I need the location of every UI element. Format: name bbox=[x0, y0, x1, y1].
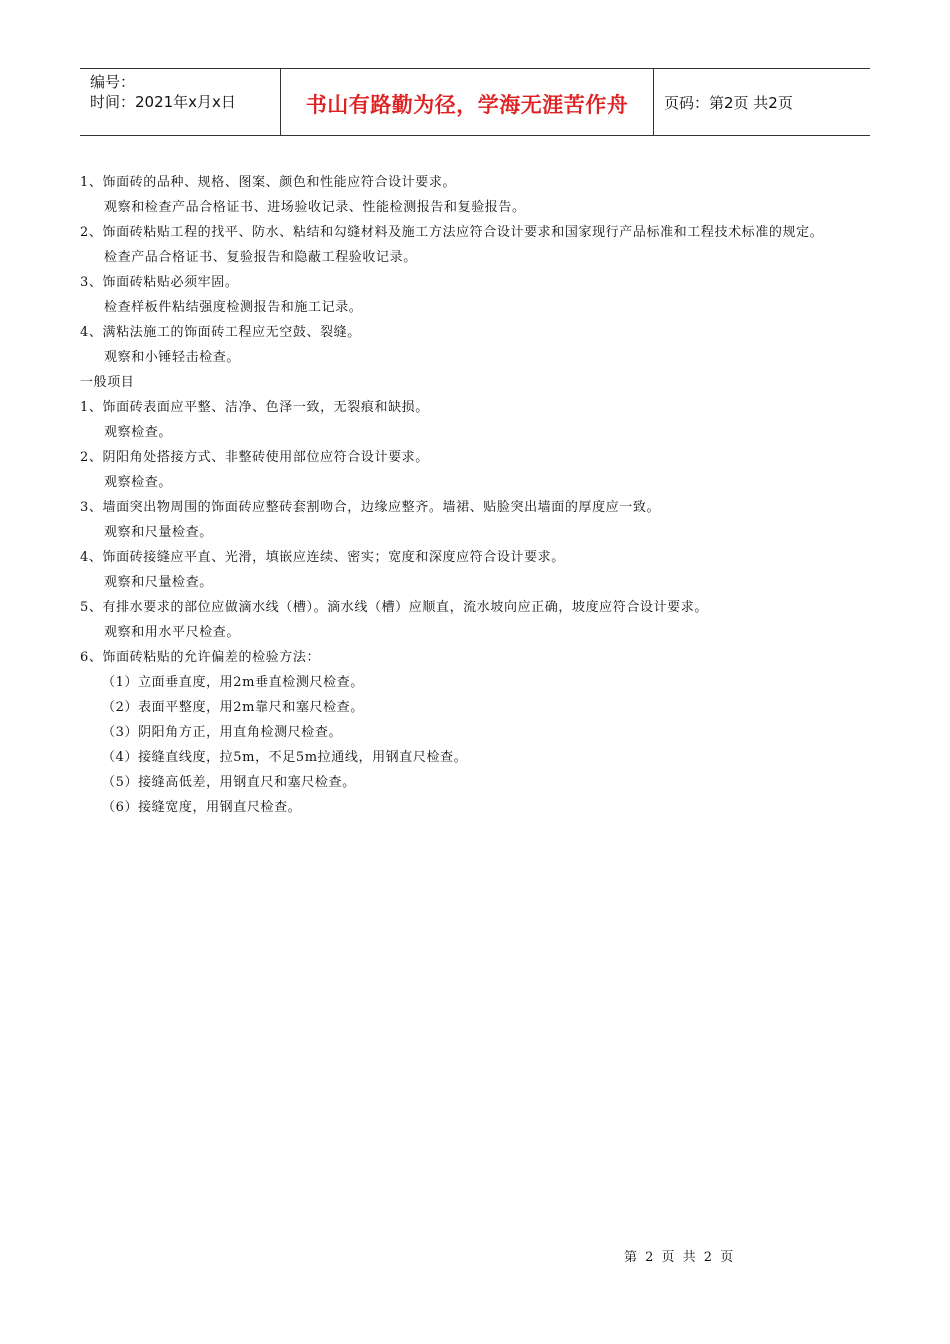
body-line: 3、墙面突出物周围的饰面砖应整砖套割吻合，边缘应整齐。墙裙、贴脸突出墙面的厚度应一致。 bbox=[80, 500, 661, 515]
body-line: 一般项目 bbox=[80, 375, 135, 390]
body-line: 1、饰面砖的品种、规格、图案、颜色和性能应符合设计要求。 bbox=[80, 175, 457, 190]
body-subline: （2）表面平整度，用2m靠尺和塞尺检查。 bbox=[102, 700, 364, 715]
body-subline: （6）接缝宽度，用钢直尺检查。 bbox=[102, 800, 302, 815]
body-subline: （3）阴阳角方正，用直角检测尺检查。 bbox=[102, 725, 343, 740]
body-line: 1、饰面砖表面应平整、洁净、色泽一致，无裂痕和缺损。 bbox=[80, 400, 429, 415]
body-line: 2、阴阳角处搭接方式、非整砖使用部位应符合设计要求。 bbox=[80, 450, 429, 465]
body-subline: 观察检查。 bbox=[104, 425, 173, 440]
body-line: 6、饰面砖粘贴的允许偏差的检验方法： bbox=[80, 650, 321, 665]
document-body bbox=[80, 170, 870, 820]
body-line: 2、饰面砖粘贴工程的找平、防水、粘结和勾缝材料及施工方法应符合设计要求和国家现行产品标准和工程技术标准的规定。 bbox=[80, 225, 824, 240]
header-meta-cell bbox=[80, 69, 281, 135]
body-subline: 观察和用水平尺检查。 bbox=[104, 625, 241, 640]
body-subline: 观察和尺量检查。 bbox=[104, 575, 213, 590]
body-subline: （5）接缝高低差，用钢直尺和塞尺检查。 bbox=[102, 775, 356, 790]
document-date-label: 时间：2021年x月x日 bbox=[90, 93, 236, 111]
body-subline: 观察和检查产品合格证书、进场验收记录、性能检测报告和复验报告。 bbox=[104, 200, 526, 215]
header-page-number: 页码：第2页 共2页 bbox=[664, 93, 793, 112]
body-subline: 观察和小锤轻击检查。 bbox=[104, 350, 241, 365]
header-motto-cell bbox=[281, 69, 654, 135]
body-subline: （4）接缝直线度，拉5m，不足5m拉通线，用钢直尺检查。 bbox=[102, 750, 468, 765]
body-line: 3、饰面砖粘贴必须牢固。 bbox=[80, 275, 239, 290]
body-subline: 观察检查。 bbox=[104, 475, 173, 490]
body-line: 5、有排水要求的部位应做滴水线（槽）。滴水线（槽）应顺直，流水坡向应正确，坡度应符合设计要求。 bbox=[80, 600, 708, 615]
page-footer: 第 2 页 共 2 页 bbox=[624, 1250, 736, 1265]
body-subline: 检查样板件粘结强度检测报告和施工记录。 bbox=[104, 300, 363, 315]
body-line: 4、满粘法施工的饰面砖工程应无空鼓、裂缝。 bbox=[80, 325, 361, 340]
body-subline: 观察和尺量检查。 bbox=[104, 525, 213, 540]
body-subline: （1）立面垂直度，用2m垂直检测尺检查。 bbox=[102, 675, 364, 690]
body-line: 4、饰面砖接缝应平直、光滑，填嵌应连续、密实；宽度和深度应符合设计要求。 bbox=[80, 550, 565, 565]
document-number-label: 编号： bbox=[90, 73, 136, 91]
header-page-cell bbox=[654, 69, 870, 135]
page-header bbox=[80, 68, 870, 136]
header-motto: 书山有路勤为径，学海无涯苦作舟 bbox=[305, 93, 629, 117]
body-subline: 检查产品合格证书、复验报告和隐蔽工程验收记录。 bbox=[104, 250, 417, 265]
